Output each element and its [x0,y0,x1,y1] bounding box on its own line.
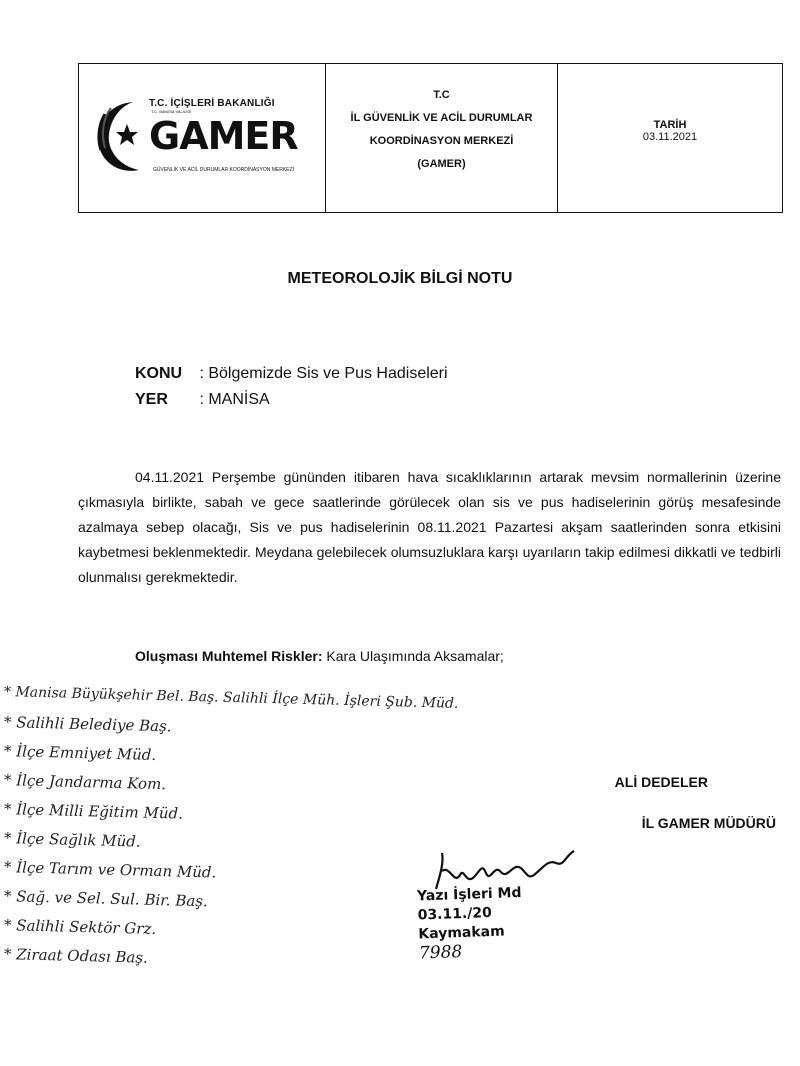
location-label: YER [135,391,168,408]
stamp-line-1: Yazı İşleri Md [416,884,522,905]
date-label: TARİH [653,119,687,131]
subject-field [135,365,448,383]
header-table [78,63,783,213]
distribution-item: * Manisa Büyükşehir Bel. Baş. Salihli İlçe Müh. İşleri Şub. Müd. [3,684,459,712]
location-field [135,391,270,409]
center-line-2: İL GÜVENLİK VE ACİL DURUMLAR [350,112,533,124]
document-title: METEOROLOJİK BİLGİ NOTU [287,270,513,287]
logo-cell [79,64,326,212]
registry-stamp [417,882,565,963]
signatory-name: ALİ DEDELER [614,774,708,790]
risks-line [135,648,504,664]
center-line-3: KOORDİNASYON MERKEZİ [369,135,514,147]
distribution-item: * Salihli Sektör Grz. [3,916,157,938]
crescent-star-icon [93,94,151,174]
distribution-item: * İlçe Sağlık Müd. [3,829,141,851]
date-value: 03.11.2021 [642,131,698,143]
stamp-number: 7988 [418,942,463,964]
signatory-title: İL GAMER MÜDÜRÜ [641,815,776,831]
distribution-item: * Salihli Belediye Baş. [3,713,172,736]
center-cell [326,64,558,212]
risks-value: Kara Ulaşımında Aksamalar; [322,648,504,664]
distribution-item: * İlçe Milli Eğitim Müd. [3,800,184,823]
subject-label: KONU [135,365,183,382]
distribution-item: * İlçe Emniyet Müd. [3,742,157,764]
body-paragraph: 04.11.2021 Perşembe gününden itibaren hava sıcaklıklarının artarak mevsim normallerinin üzerine çıkmasıyla birlikte, sabah ve gece saatlerinde görülecek olan sis ve pus hadiselerinin görüş mesafesinde azalmaya sebep olacağı, Sis ve pus hadiselerinin 08.11.2021 Pazartesi akşam saatlerinden sonra etkisini kaybetmesi beklenmektedir. Meydana gelebilecek olumsuzluklara karşı uyarıların takip edilmesi dikkatli ve tedbirli olunmalısı gerekmektedir. [78,469,781,585]
logo-ministry: T.C. İÇİŞLERİ BAKANLIĞI [149,98,275,109]
center-line-1: T.C [433,89,450,101]
logo-wordmark: GAMER [149,114,298,158]
stamp-line-2: 03.11./20 [417,904,493,924]
logo-governorship: T.C. MANİSA VALİLİĞİ [151,109,192,114]
date-cell [558,64,782,212]
risks-label: Oluşması Muhtemel Riskler: [135,648,323,664]
logo-subtitle: GÜVENLİK VE ACİL DURUMLAR KOORDİNASYON MERKEZİ [153,167,294,173]
center-line-4: (GAMER) [417,158,466,170]
location-value: : MANİSA [199,391,270,408]
distribution-item: * Sağ. ve Sel. Sul. Bir. Baş. [3,887,208,911]
distribution-item: * Ziraat Odası Baş. [3,945,149,967]
distribution-item: * İlçe Tarım ve Orman Müd. [3,858,217,882]
stamp-line-3: Kaymakam [418,923,505,943]
distribution-item: * İlçe Jandarma Kom. [3,771,167,794]
subject-value: : Bölgemizde Sis ve Pus Hadiseleri [199,365,448,382]
